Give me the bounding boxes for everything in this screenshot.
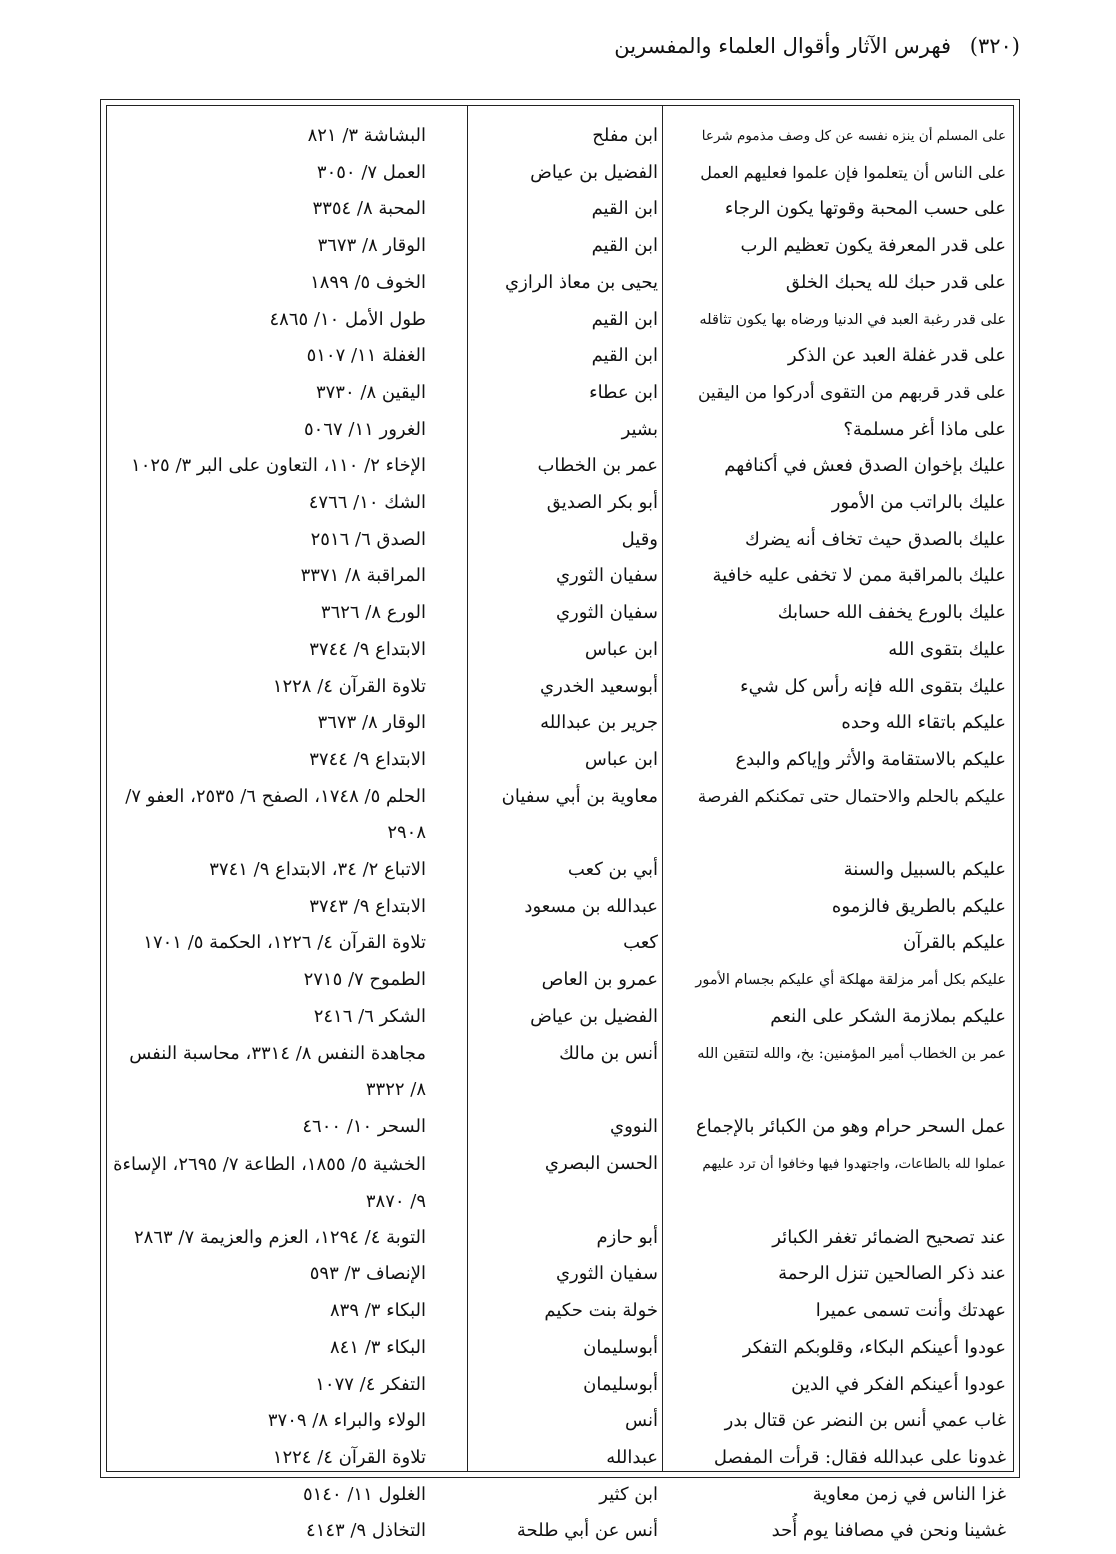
quote-text: عليكم بالطريق فالزموه [831,895,1006,917]
index-table [106,118,1014,1550]
speaker-name: بشير [621,418,658,440]
index-row [106,852,1014,889]
index-row [106,375,1014,412]
index-row [106,889,1014,926]
quote-text: على ماذا أغر مسلمة؟ [843,418,1006,440]
quote-text: غزا الناس في زمن معاوية [812,1483,1006,1505]
index-row [106,1036,1014,1109]
topic-reference: الخوف ٥/ ١٨٩٩ [310,271,426,293]
speaker-name: ابن القيم [591,345,658,367]
topic-reference: الابتداع ٩/ ٣٧٤٤ [309,638,426,660]
topic-reference: الغلول ١١/ ٥١٤٠ [302,1483,426,1505]
topic-reference: البكاء ٣/ ٨٤١ [329,1336,426,1358]
quote-text: عليكم بكل أمر مزلقة مهلكة أي عليكم بجسام الأمور [695,972,1006,989]
speaker-name: ابن القيم [591,308,658,330]
speaker-name: ابن مفلح [592,125,658,146]
quote-text: عليك بإخوان الصدق فعش في أكنافهم [724,455,1006,477]
topic-reference: البشاشة ٣/ ٨٢١ [307,125,426,146]
index-row [106,1440,1014,1477]
index-row [106,742,1014,779]
topic-reference: التفكر ٤/ ١٠٧٧ [315,1373,426,1395]
quote-text: عليكم باتقاء الله وحده [841,712,1006,734]
quote-text: على قدر غفلة العبد عن الذكر [787,345,1006,367]
quote-text: عليك بتقوى الله [888,638,1006,660]
index-row [106,669,1014,706]
topic-reference: اليقين ٨/ ٣٧٣٠ [315,381,426,403]
speaker-name: ابن عباس [584,748,658,770]
speaker-name: عمر بن الخطاب [537,455,658,477]
quote-text: عليكم بملازمة الشكر على النعم [770,1005,1006,1027]
speaker-name: كعب [623,932,658,954]
speaker-name: أنس عن أبي طلحة [516,1520,658,1542]
index-row [106,1220,1014,1257]
topic-reference: العمل ٧/ ٣٠٥٠ [316,161,426,183]
index-row [106,1146,1014,1220]
topic-reference: التخاذل ٩/ ٤١٤٣ [306,1520,426,1542]
topic-reference: البكاء ٣/ ٨٣٩ [329,1300,426,1322]
index-row [106,485,1014,522]
speaker-name: الفضيل بن عياض [530,1005,658,1027]
topic-reference: المحبة ٨/ ٣٣٥٤ [312,198,426,220]
index-row [106,925,1014,962]
index-row [106,1330,1014,1367]
quote-text: غاب عمي أنس بن النضر عن قتال بدر [724,1410,1006,1432]
quote-text: على الناس أن يتعلموا فإن علموا فعليهم العمل [700,162,1006,182]
speaker-name: أنس بن مالك [559,1042,658,1064]
topic-reference: الصدق ٦/ ٢٥١٦ [310,528,426,550]
speaker-name: ابن عباس [584,638,658,660]
index-row [106,962,1014,999]
index-row [106,191,1014,228]
index-row [106,558,1014,595]
topic-reference: الابتداع ٩/ ٣٧٤٣ [309,895,426,917]
speaker-name: سفيان الثوري [555,1263,658,1285]
topic-reference: الشك ١٠/ ٤٧٦٦ [308,492,426,514]
quote-text: عليك بالراتب من الأمور [831,492,1006,514]
index-row [106,1513,1014,1550]
index-row [106,1477,1014,1514]
page-number: (٣٢٠) [969,34,1020,58]
speaker-name: أبوسليمان [583,1373,658,1395]
topic-reference: الابتداع ٩/ ٣٧٤٤ [309,748,426,770]
topic-reference: طول الأمل ١٠/ ٤٨٦٥ [269,308,426,330]
speaker-name: أبوسعيد الخدري [539,675,658,697]
topic-reference: الورع ٨/ ٣٦٢٦ [320,602,426,624]
quote-text: عليكم بالاستقامة والأثر وإياكم والبدع [735,748,1006,770]
speaker-name: أبوسليمان [583,1336,658,1358]
index-row [106,265,1014,302]
index-row [106,705,1014,742]
quote-text: عليك بالورع يخفف الله حسابك [777,602,1006,624]
quote-text: عليكم بالسبيل والسنة [843,859,1006,881]
topic-reference: التوبة ٤/ ١٢٩٤، العزم والعزيمة ٧/ ٢٨٦٣ [134,1226,426,1248]
page-title: فهرس الآثار وأقوال العلماء والمفسرين [614,34,952,58]
quote-text: على المسلم أن ينزه نفسه عن كل وصف مذموم شرعا [701,128,1006,144]
speaker-name: سفيان الثوري [555,602,658,624]
quote-text: عند تصحيح الضمائر تغفر الكبائر [772,1226,1006,1248]
topic-reference: تلاوة القرآن ٤/ ١٢٢٦، الحكمة ٥/ ١٧٠١ [143,932,426,954]
speaker-name: أنس [625,1410,658,1432]
quote-text: على قدر حبك لله يحبك الخلق [785,271,1006,293]
topic-reference: الطموح ٧/ ٢٧١٥ [303,969,426,991]
quote-text: عهدتك وأنت تسمى عميرا [815,1300,1006,1322]
topic-reference: الوقار ٨/ ٣٦٧٣ [317,712,426,734]
index-row [106,338,1014,375]
speaker-name: ابن القيم [591,198,658,220]
speaker-name: ابن عطاء [589,381,658,403]
speaker-name: ابن كثير [599,1483,658,1505]
speaker-name: عبدالله [606,1446,658,1468]
quote-text: عودوا أعينكم البكاء، وقلوبكم التفكر [742,1336,1006,1358]
index-row [106,302,1014,339]
quote-text: غدونا على عبدالله فقال: قرأت المفصل [713,1446,1006,1468]
topic-reference: المراقبة ٨/ ٣٣٧١ [300,565,426,587]
speaker-name: ابن القيم [591,235,658,257]
index-row [106,155,1014,192]
topic-reference: الوقار ٨/ ٣٦٧٣ [317,235,426,257]
quote-text: عليك بتقوى الله فإنه رأس كل شيء [740,675,1006,697]
topic-reference: الإخاء ٢/ ١١٠، التعاون على البر ٣/ ١٠٢٥ [131,455,426,477]
quote-text: عمل السحر حرام وهو من الكبائر بالإجماع [695,1115,1006,1137]
quote-text: عليك بالصدق حيث تخاف أنه يضرك [745,528,1006,550]
index-row [106,595,1014,632]
topic-reference: الإنصاف ٣/ ٥٩٣ [309,1263,426,1285]
index-row [106,448,1014,485]
quote-text: عند ذكر الصالحين تنزل الرحمة [778,1263,1006,1285]
speaker-name: خولة بنت حكيم [544,1300,658,1322]
quote-text: عليكم بالحلم والاحتمال حتى تمكنكم الفرصة [697,786,1006,807]
quote-text: عملوا لله بالطاعات، واجتهدوا فيها وخافوا أن ترد عليهم [702,1155,1006,1172]
topic-reference: الغرور ١١/ ٥٠٦٧ [303,418,426,440]
speaker-name: عمرو بن العاص [541,969,658,991]
quote-text: على قدر رغبة العبد في الدنيا ورضاه بها يكون تثاقله [699,311,1006,328]
quote-text: عليك بالمراقبة ممن لا تخفى عليه خافية [712,565,1006,587]
speaker-name: الفضيل بن عياض [530,161,658,183]
topic-reference: الغفلة ١١/ ٥١٠٧ [306,345,426,367]
index-row [106,228,1014,265]
index-row [106,1293,1014,1330]
index-row [106,632,1014,669]
topic-reference: الشكر ٦/ ٢٤١٦ [313,1005,426,1027]
topic-reference: تلاوة القرآن ٤/ ١٢٢٨ [272,675,426,697]
topic-reference: مجاهدة النفس ٨/ ٣٣١٤، محاسبة النفس ٨/ ٣٣٢٢ [129,1042,426,1101]
index-row [106,412,1014,449]
index-row [106,1256,1014,1293]
index-row [106,779,1014,852]
topic-reference: السحر ١٠/ ٤٦٠٠ [302,1115,426,1137]
speaker-name: عبدالله بن مسعود [524,895,658,917]
quote-text: على قدر المعرفة يكون تعظيم الرب [740,235,1006,257]
index-row [106,1367,1014,1404]
speaker-name: الحسن البصري [544,1152,658,1174]
index-row [106,118,1014,155]
topic-reference: الحلم ٥/ ١٧٤٨، الصفح ٦/ ٢٥٣٥، العفو ٧/ ٢٩٠٨ [125,785,426,844]
page-header [614,34,1020,58]
index-row [106,999,1014,1036]
topic-reference: الولاء والبراء ٨/ ٣٧٠٩ [267,1410,426,1432]
topic-reference: تلاوة القرآن ٤/ ١٢٢٤ [272,1446,426,1468]
speaker-name: جرير بن عبدالله [540,712,658,734]
speaker-name: يحيى بن معاذ الرازي [505,271,658,293]
index-row [106,1403,1014,1440]
quote-text: على حسب المحبة وقوتها يكون الرجاء [724,198,1006,220]
speaker-name: أبو بكر الصديق [546,492,658,514]
quote-text: عودوا أعينكم الفكر في الدين [791,1373,1006,1395]
speaker-name: سفيان الثوري [555,565,658,587]
topic-reference: الخشية ٥/ ١٨٥٥، الطاعة ٧/ ٢٦٩٥، الإساءة ٩/ ٣٨٧٠ [113,1153,426,1212]
quote-text: عمر بن الخطاب أمير المؤمنين: بخ، والله لتتقين الله [697,1045,1006,1062]
index-row [106,522,1014,559]
quote-text: على قدر قربهم من التقوى أدركوا من اليقين [697,382,1006,403]
quote-text: غشينا ونحن في مصافنا يوم أُحد [771,1520,1006,1542]
speaker-name: النووي [610,1115,658,1137]
speaker-name: أبي بن كعب [567,859,658,881]
speaker-name: وقيل [621,528,658,550]
speaker-name: معاوية بن أبي سفيان [501,785,658,807]
speaker-name: أبو حازم [596,1226,658,1248]
index-row [106,1109,1014,1146]
quote-text: عليكم بالقرآن [902,932,1006,954]
topic-reference: الاتباع ٢/ ٣٤، الابتداع ٩/ ٣٧٤١ [209,859,426,881]
